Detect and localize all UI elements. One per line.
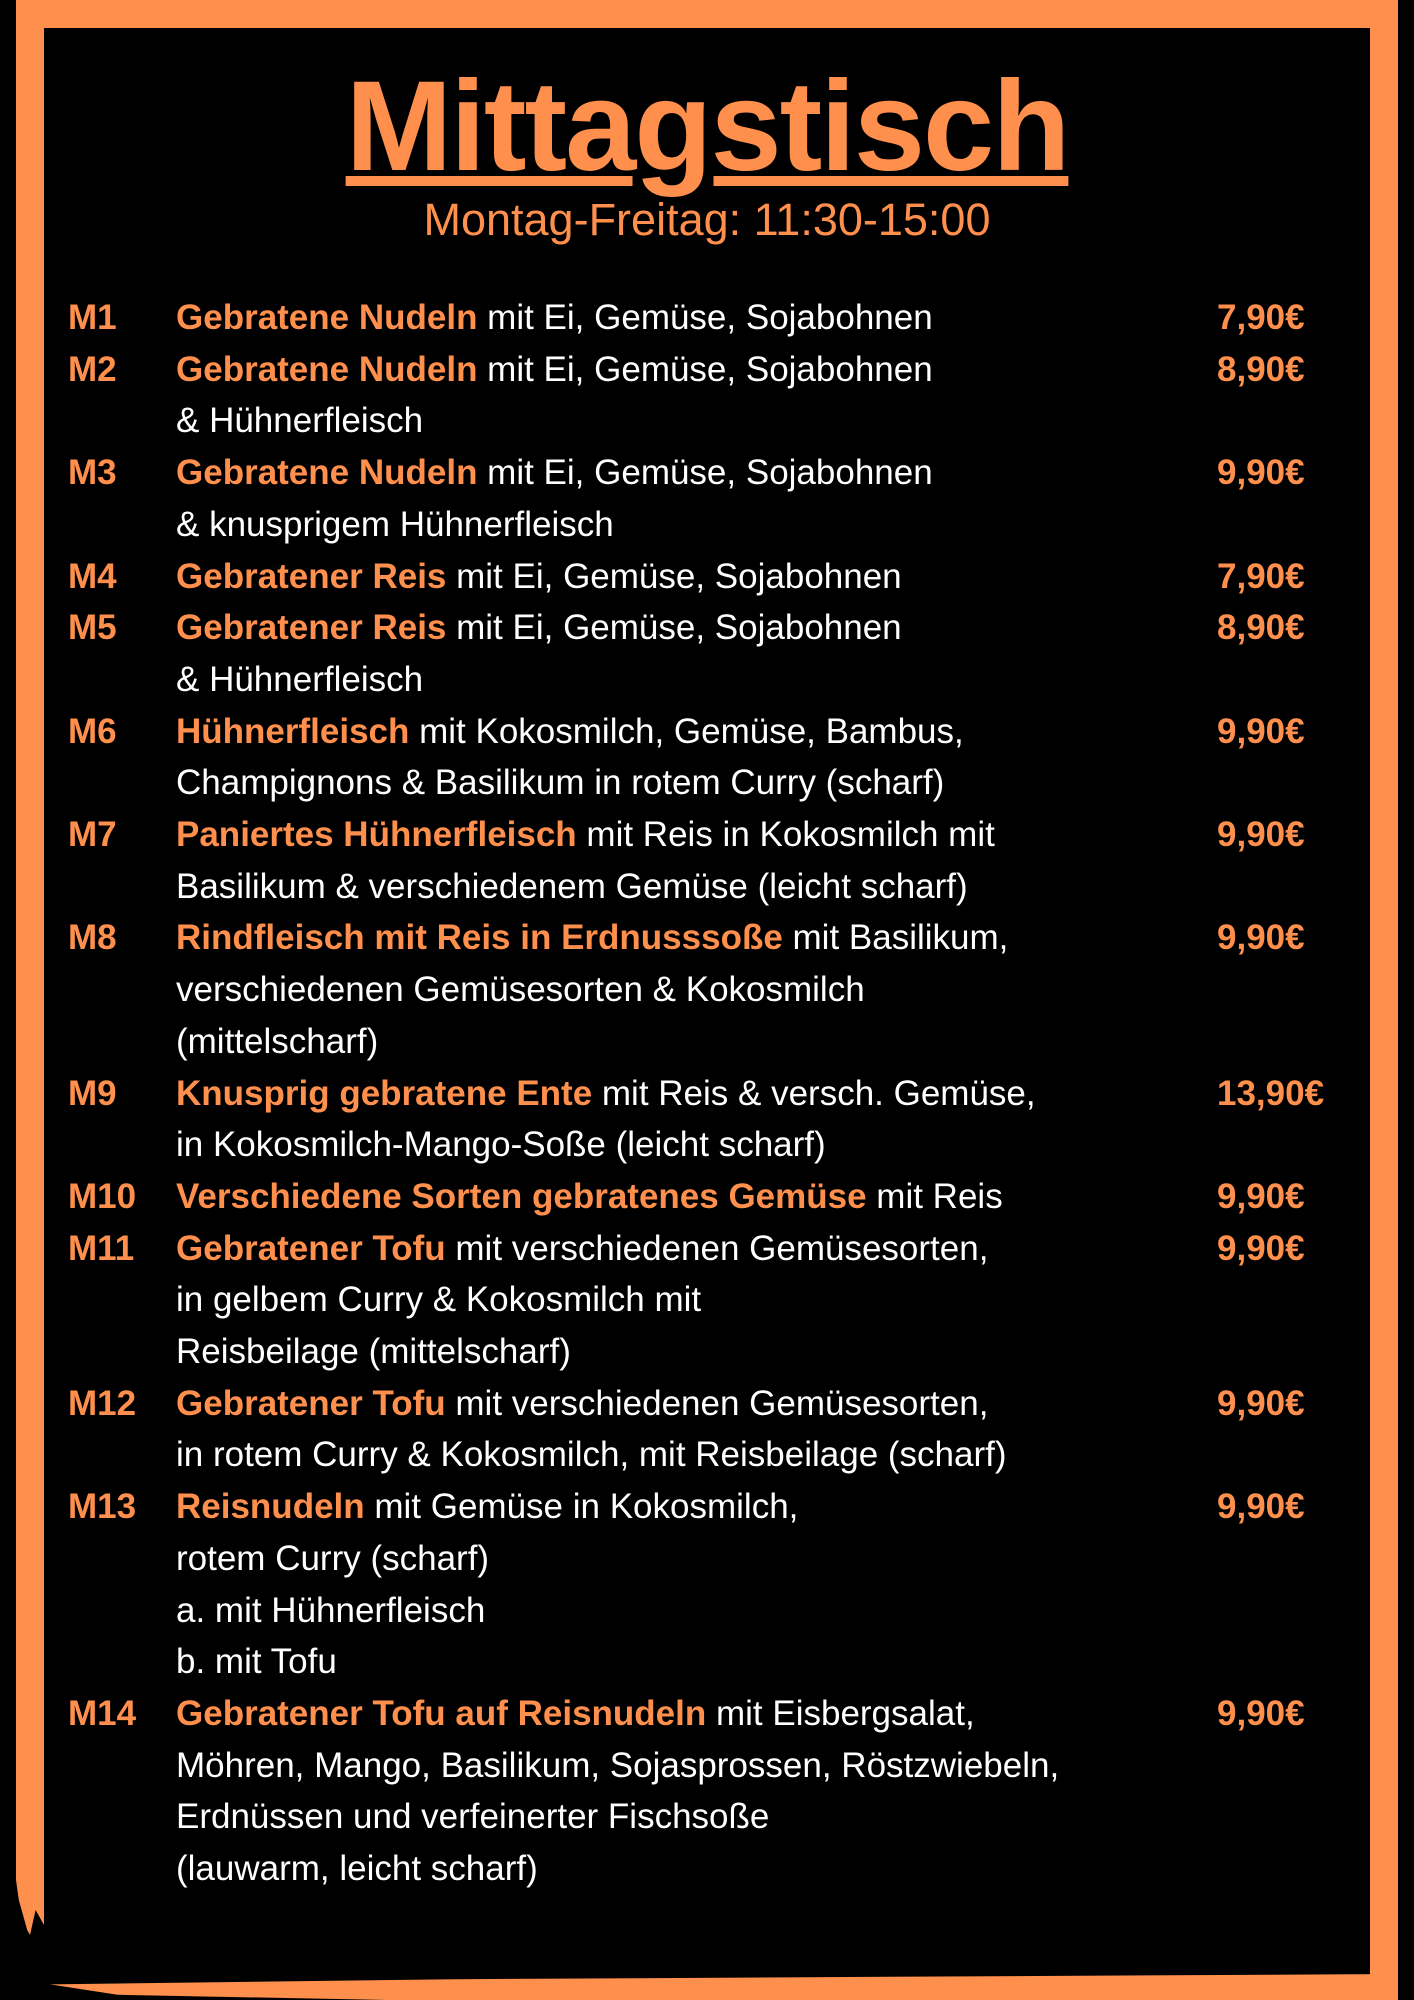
dish-name: Gebratener Reis	[176, 556, 447, 596]
dish-details: mit Reis & versch. Gemüse,	[592, 1073, 1036, 1113]
item-code: M10	[68, 1176, 137, 1216]
dish-details: mit Ei, Gemüse, Sojabohnen	[446, 556, 902, 596]
menu-item	[0, 602, 1414, 705]
item-description	[176, 1223, 1206, 1378]
item-code: M6	[68, 711, 117, 751]
item-description	[176, 1068, 1206, 1171]
item-price: 9,90€	[1217, 1228, 1305, 1268]
item-code: M4	[68, 556, 117, 596]
item-description	[176, 809, 1206, 912]
menu-item	[0, 1223, 1414, 1378]
description-line	[176, 1481, 1206, 1533]
item-description	[176, 344, 1206, 447]
item-code: M12	[68, 1383, 137, 1423]
dish-details: mit Ei, Gemüse, Sojabohnen	[477, 298, 933, 337]
item-code: M1	[68, 298, 117, 337]
dish-name: Verschiedene Sorten gebratenes Gemüse	[176, 1176, 867, 1216]
dish-details: mit Reis	[866, 1176, 1003, 1216]
item-description	[176, 912, 1206, 1067]
description-line	[176, 1171, 1206, 1223]
item-price: 9,90€	[1217, 918, 1305, 958]
description-line: in rotem Curry & Kokosmilch, mit Reisbeilage (scharf)	[176, 1435, 1007, 1475]
description-line: in Kokosmilch-Mango-Soße (leicht scharf)	[176, 1125, 826, 1165]
item-description	[176, 706, 1206, 809]
item-description	[176, 1481, 1206, 1688]
description-line	[176, 809, 1206, 861]
item-code: M13	[68, 1487, 137, 1527]
item-code: M7	[68, 815, 117, 855]
description-line	[176, 1688, 1206, 1740]
menu-item	[0, 809, 1414, 912]
description-line: b. mit Tofu	[176, 1642, 337, 1682]
item-price: 9,90€	[1217, 1383, 1305, 1423]
dish-name: Reisnudeln	[176, 1487, 365, 1527]
description-line: & knusprigem Hühnerfleisch	[176, 504, 614, 544]
dish-details: mit Ei, Gemüse, Sojabohnen	[446, 608, 902, 648]
dish-name: Hühnerfleisch	[176, 711, 410, 751]
page-title: Mittagstisch	[345, 55, 1069, 198]
description-line: Erdnüssen und verfeinerter Fischsoße	[176, 1797, 770, 1837]
description-line	[176, 1223, 1206, 1275]
opening-hours: Montag-Freitag: 11:30-15:00	[423, 194, 991, 245]
description-line	[176, 706, 1206, 758]
description-line: Möhren, Mango, Basilikum, Sojasprossen, Röstzwiebeln,	[176, 1745, 1060, 1785]
item-description	[176, 602, 1206, 705]
item-description	[176, 447, 1206, 550]
description-line: a. mit Hühnerfleisch	[176, 1590, 486, 1630]
dish-details: mit Gemüse in Kokosmilch,	[364, 1487, 799, 1527]
description-line	[176, 447, 1206, 499]
dish-details: mit Ei, Gemüse, Sojabohnen	[477, 453, 933, 493]
dish-name: Gebratener Tofu	[176, 1228, 446, 1268]
menu-item	[0, 1481, 1414, 1688]
description-line: (mittelscharf)	[176, 1021, 379, 1061]
dish-details: mit Reis in Kokosmilch mit	[576, 815, 995, 855]
menu-item	[0, 1068, 1414, 1171]
menu-item	[0, 1688, 1414, 1895]
menu-item	[0, 706, 1414, 809]
dish-details: mit Eisbergsalat,	[706, 1693, 975, 1733]
item-code: M14	[68, 1693, 137, 1733]
dish-name: Gebratener Tofu	[176, 1383, 446, 1423]
dish-name: Knusprig gebratene Ente	[176, 1073, 593, 1113]
item-price: 8,90€	[1217, 608, 1305, 648]
dish-name: Paniertes Hühnerfleisch	[176, 815, 577, 855]
description-line: (lauwarm, leicht scharf)	[176, 1849, 538, 1889]
item-description	[176, 1688, 1206, 1895]
item-price: 13,90€	[1217, 1073, 1325, 1113]
dish-details: mit verschiedenen Gemüsesorten,	[445, 1383, 989, 1423]
border-bottom	[50, 1974, 1398, 2000]
menu-item	[0, 1171, 1414, 1223]
item-code: M5	[68, 608, 117, 648]
menu-item	[0, 1378, 1414, 1481]
menu-item	[0, 447, 1414, 550]
description-line: & Hühnerfleisch	[176, 659, 424, 699]
menu-item	[0, 292, 1414, 344]
dish-details: mit Kokosmilch, Gemüse, Bambus,	[409, 711, 964, 751]
description-line: & Hühnerfleisch	[176, 401, 424, 441]
dish-name: Gebratener Reis	[176, 608, 447, 648]
item-code: M8	[68, 918, 117, 958]
dish-name: Gebratene Nudeln	[176, 298, 478, 337]
item-price: 9,90€	[1217, 1176, 1305, 1216]
description-line	[176, 1378, 1206, 1430]
description-line: verschiedenen Gemüsesorten & Kokosmilch	[176, 970, 865, 1010]
menu-item	[0, 551, 1414, 603]
description-line	[176, 344, 1206, 396]
item-price: 8,90€	[1217, 349, 1305, 389]
item-price: 9,90€	[1217, 453, 1305, 493]
item-code: M2	[68, 349, 117, 389]
item-price: 9,90€	[1217, 711, 1305, 751]
dish-name: Rindfleisch mit Reis in Erdnusssoße	[176, 918, 783, 958]
menu-header	[0, 55, 1414, 248]
item-description	[176, 1171, 1206, 1223]
item-code: M9	[68, 1073, 117, 1113]
description-line	[176, 912, 1206, 964]
item-price: 9,90€	[1217, 1487, 1305, 1527]
item-price: 9,90€	[1217, 815, 1305, 855]
menu-item	[0, 344, 1414, 447]
item-description	[176, 551, 1206, 603]
dish-name: Gebratene Nudeln	[176, 349, 478, 389]
description-line: rotem Curry (scharf)	[176, 1538, 490, 1578]
item-code: M11	[68, 1228, 135, 1268]
item-price: 7,90€	[1217, 298, 1305, 337]
item-description	[176, 292, 1206, 344]
dish-details: mit Basilikum,	[782, 918, 1009, 958]
border-top	[16, 0, 1398, 28]
dish-name: Gebratener Tofu auf Reisnudeln	[176, 1693, 707, 1733]
dish-details: mit Ei, Gemüse, Sojabohnen	[477, 349, 933, 389]
description-line: Basilikum & verschiedenem Gemüse (leicht scharf)	[176, 866, 968, 906]
dish-details: mit verschiedenen Gemüsesorten,	[445, 1228, 989, 1268]
description-line	[176, 551, 1206, 603]
description-line	[176, 1068, 1206, 1120]
description-line: Champignons & Basilikum in rotem Curry (scharf)	[176, 763, 945, 803]
dish-name: Gebratene Nudeln	[176, 453, 478, 493]
menu-list	[0, 292, 1414, 1895]
item-code: M3	[68, 453, 117, 493]
description-line	[176, 602, 1206, 654]
description-line: in gelbem Curry & Kokosmilch mit	[176, 1280, 702, 1320]
item-description	[176, 1378, 1206, 1481]
menu-item	[0, 912, 1414, 1067]
item-price: 7,90€	[1217, 556, 1305, 596]
description-line: Reisbeilage (mittelscharf)	[176, 1332, 571, 1372]
description-line	[176, 292, 1206, 344]
item-price: 9,90€	[1217, 1693, 1305, 1733]
